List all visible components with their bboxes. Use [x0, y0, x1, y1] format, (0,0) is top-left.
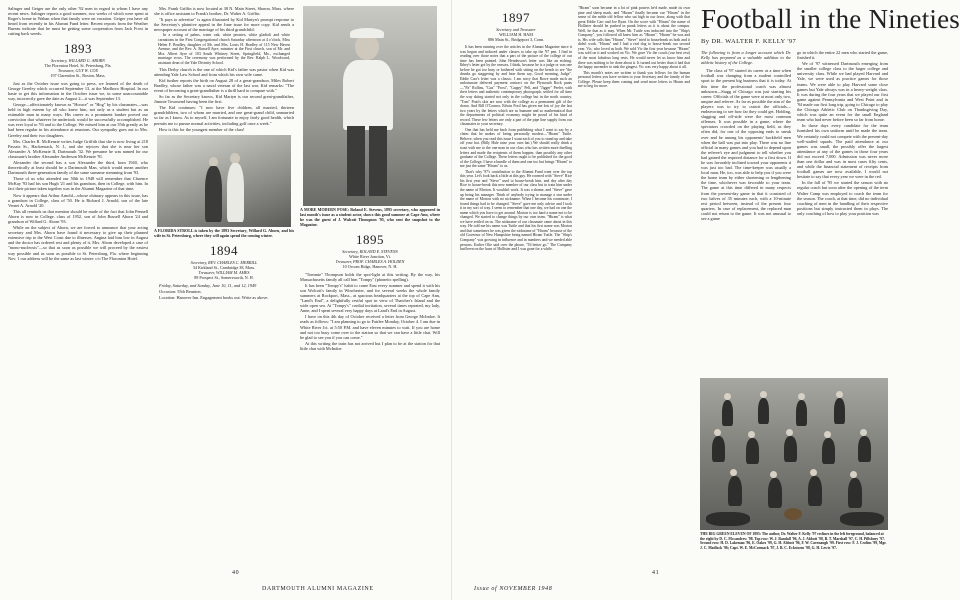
secretary-name: WILLIAM H. HAM: [499, 32, 533, 37]
body-paragraph: go in which the entire 22 men who started the game, finished it.: [797, 50, 888, 61]
class-heading-1894: 1894: [210, 242, 238, 258]
secretary-line: Secretary and Treasurer: [496, 27, 536, 32]
body-paragraph: Mrs. Frank Griffin is now located at 38 N. Main Street, Sharon, Mass. where she is office assistant to Frank's brother, Dr. Walter A. Griffin.: [154, 6, 294, 17]
photo-caption: A FLORIDA STROLL is taken by the 1893 Secretary, Willard G. Aborn, and his wife in St. Petersburg, where they will again spend the coming winter.: [154, 227, 294, 238]
right-folio: 41: [652, 570, 660, 576]
body-paragraph: At this writing the train has not arrived but I plan to be at the station for that little chat with McIndoe.: [300, 340, 440, 351]
secretary-address: 886 Main St., Bridgeport 3, Conn.: [487, 37, 545, 42]
body-paragraph: George—affectionately known as "Horace" or "Hog" by his classmates—was held in high esteem by all who knew him, not only as a student but as an estimable man in many ways. His career as a prominent banker proved our conviction that whatever he undertook would be successfully accomplished. He was ever loyal to '93 and to the College. We missed him at our 55th greatly as he had been regular in his attendance at reunions. Our sympathy goes out to Mrs. Greeley and their two daughters.: [8, 101, 148, 138]
treasurer-address: 89 Prospect St., Somersworth, N. H.: [194, 274, 254, 280]
body-paragraph: "Hiram" soon became in a lot of pink posters he'd made, made its own pine and sheep mark, and "Hiram" finally became our "Hiram" in the sense of the noble old fellow who sat high in our favor, along with that great Eddie Carr and Joe Ryan. On the score with "Hiram" the name of Hollister should be pushed in prank letters as it is about the campus. Well, he that as it may. When Mr. Tuttle was inducted into the "Ship's Company", you followed all knew him as "Hiram". "Hiram" he was and is. His wife calls him "Hiram". "Steve" tried to housebreak us both and it didn't work. "Hiram" and I had a real dog to house-break our second year. Vic, who loved us both. We sold Vic the first year because "Hiram" was sold on it and worked on Vic. We gave Vic the couch (our best rest) of the most fabulous long rests. He would never let us know him and there was nothing to be done about it. It turned out better than it had that the happy surrender to sink the gingest. Vic was very happy about it all.: [578, 6, 690, 70]
body-paragraph: Now it appears that Arthur Arnold—whose obituary appears in this issue, has a grandson in College, class of '50. He is Richard J. Arnold, son of the late Vernet A. Arnold '20.: [8, 192, 148, 208]
body-paragraph: This all reminds us that mention should be made of the fact that John Pennell Aborn is now in College, class of 1952, son of John Russell Aborn '24 and grandson of Willard G. Aborn '93.: [8, 208, 148, 224]
secretary-line: Secretary, ROLAND E. STEVENS: [342, 248, 398, 254]
treasurer-line: Treasurer, WILLIAM M. AMES: [198, 269, 250, 275]
body-paragraph: It has been "Tompy's" habit to come East every summer and spend it with his son Wolcott's family in Winchester, and for several weeks the whole family summers at Rockport, Mass., at spacious headquarters at the top of Cape Ann, "Land's End", a delightfully restful spot in view of Thatcher's Island and the wide open sea. At "Tompy's" cordial invitation, several times repeated, my lady, Anne, and I spent several very happy days at Land's End in August.: [300, 282, 440, 314]
column-2: [154, 6, 294, 572]
intro-paragraph: Salinger and Geiger are the only other '92 men in regard to whom I have any recent news. Salinger reports a good summer, two weeks of which were spent at Roger's home in Waban when that family were on vacation. Geiger you have all heard from recently in his Alumni Fund letter. Recent reports from the Weather Bureau indicate that he must be getting some cooperation from Jack Frost in cutting back weeds.: [8, 6, 148, 37]
team-photo-caption: THE BIG GREEN ELEVEN OF 1895: The author, Dr. Walter F. Kelly '97 reclines in the left foreground, balanced at the right by D. C. Mccandrew '98. Top row: W. J. Randall '96, A. J. Abbott '98, B. T. Marshall '97, C. H. Pillsbury '97. Second row: H. D. Lakeman '96, E. Oakes '99, G. H. Abbott '96, F. W. Cavenaugh '99. First row: F. J. Crolius '99, Mgr. J. C. Madlock '96; Capt. W. E. McCormack '97, J. B. C. Eckstorm '98, G. H. Lewis '97.: [700, 532, 887, 550]
column-5: [578, 6, 690, 572]
article-byline: By DR. WALTER F. KELLY '97: [701, 38, 797, 45]
treasurer-address: 10 Occom Ridge, Hanover, N. H.: [342, 263, 398, 269]
secretary-address: 34 Kirkland St., Cambridge 38, Mass.: [192, 264, 256, 270]
right-footer: Issue of NOVEMBER 1948: [474, 586, 553, 592]
florida-stroll-photo: [157, 135, 291, 227]
body-paragraph: So far as the Secretary knows, Kid Martyn is our second great-grandfather, Jimmie Townsend having been the first.: [154, 94, 294, 105]
body-paragraph: "It pays to advertise" is again illustrated by Kid Martyn's prompt response to the Secretary's plaintive appeal in the June issue for more copy. Kid sends a newspaper account of the marriage of his third grandchild:: [154, 17, 294, 33]
body-paragraph: How is this for the youngest member of the class!: [159, 126, 245, 132]
football-team-photo: [700, 378, 888, 530]
body-paragraph: Mrs. Charles R. McKenzie writes Judge Griffith that she is now living at 218 Passaic St., Hackensack, N. J., and she rejoices that she is near her son Alexander A. McKenzie II, Dartmouth '32. We presume he was named for our classmate's brother Alexander Anderson McKenzie '91.: [8, 138, 148, 159]
treasurer-line: Treasurer, GUY W. COX: [58, 67, 98, 73]
body-paragraph: Just as the October issue was going to press, we learned of the death of George Greeley which occurred September 13, at the Marlboro Hospital. In our haste to get this information in the October issue we, in some unaccountable way, incorrectly gave the date as August 2—it was September 13.: [8, 80, 148, 101]
football-icon: [784, 508, 802, 520]
treasurer-line: Treasurer, PROF. CHARLES A. HOLDEN: [335, 258, 405, 264]
body-paragraph: We of '97 witnessed Dartmouth emerging from the smaller college class to the larger college and university class. While we had played Harvard and Yale, we were used as practice games for those teams. We were able to play Harvard some close games but Yale always was in a heavy-weight class. It was during the four years that we played our first game against Pennsylvania and West Point and in '94 made our first long trip, going to Chicago to play the Chicago Athletic Club on Thanksgiving Day, which was quite an event for the small England team who had never before been so far from home.: [797, 61, 888, 123]
treasurer-address: 197 Clarendon St., Boston, Mass.: [50, 72, 106, 78]
roland-stevens-photo: [303, 6, 437, 206]
photo-caption: A MORE MODERN POSE: Roland E. Stevens, 1895 secretary, who appeared in last month's issue as a student actor, shows this good summer at Cape Ann, where he was the guest of J. Walcott Thompson '95, who sent the snapshot to the Magazine.: [300, 207, 440, 227]
body-paragraph: "Tommie" Thompson holds the spot-light at this writing. By the way, his Massachusetts family all call him "Tompy" (phonetic spelling).: [300, 271, 440, 282]
body-paragraph: This Derby church is the one of which Kid's father was pastor when Kid was attending Yale Law School and from which his own wife came.: [154, 66, 294, 77]
column-4: [460, 6, 572, 572]
body-paragraph: Those of us who attended our 50th in 1948 will remember that Clarence McKay '93 had his son Hugh '21 and his grandson, then in College, with him. In fact their picture taken together was in the Alumni Magazine of that time.: [8, 176, 148, 192]
body-paragraph: While on the subject of Aborn, we are forced to announce that your acting secretary and Mrs. Aborn have found it necessary to give up their planned extensive trip to the West Coast due to illnesses. Angina laid him low in August and the doctor has ordered rest and plenty of it. Mrs. Aborn developed a case of "mono-nucleosis"—so that as soon as possible we will proceed by the easiest way possible and as soon as possible to St. Petersburg, Fla. where beginning Nov. 1 our address will be the same as last winter: c/o The Floronton Hotel.: [8, 225, 148, 261]
body-paragraph: Kid further reports the birth on August 28 of a great-grandson, Miles Robert Bradley, whose father was a naval veteran of the last war. Kid remarks: "The event of becoming a great-grandfather is a thrill hard to compare with.": [154, 77, 294, 93]
secretary-address: The Floronton Hotel, St. Petersburg, Fla.: [44, 62, 112, 68]
article-intro: The following is from a longer account which Dr. Kelly has prepared as a valuable addition to the athletic history of the College.: [701, 50, 791, 66]
body-paragraph: It has been running over the articles in the Alumni Magazine since it was begun and induced under classes to take up the '97 pen. I find in reading over those notes that a part of the picture of the college of our time has been painted. John Henderson's letter was like an etching. Ibbey's letter got by the censors, I think, because he is a judge or was one before he got too busy or bothered with sitting on the bench to see "the drunks go staggering by and hear them say, Good morning, Judge". Eddie Carr's letter was a classic. I am sorry that Rowe made such an unfortunate deferred payment contract on the Plymouth Rock pants—"Pa" Rollins, "Gus" "Frost", "Gappy" Pell, and "Jigger" Peeler, with their letters and authentic contemporary photograph, settled for all time the way skiing started not only in the college but in the north country. "Tom" Pratt's skis are now with the college as a permanent gift of the donor. And Bill O'Connor, Edwin Ford has given me lots of joy the last two years by the letters which are so humane and so mathematical that the departments of political economy might be proud of his kind of record. These few letters are only a part of the pipe line supply from our classmates to your secretary.: [460, 45, 572, 127]
article-title: Football in the Nineties: [701, 4, 960, 34]
column-6: [701, 50, 791, 376]
body-paragraph: Alexander the second has a son Alexander the third, born 1940, who theoretically at least should be a Dartmouth Man, which would mean another Dartmouth three-generation family of the same surname stemming from '93.: [8, 159, 148, 176]
reunion-occasion: Occasion: 55th Reunion.: [159, 288, 202, 294]
body-paragraph: I have on this 4th day of October received a letter from George McIndoe. It reads as follows: "I am planning to go to Fairlee Monday, October 4. I am due in White River Jct. at 5:50 P.M. and have eleven minutes to wait. If you are home and not too busy come over to the station so that we can have a little chat. Will be glad to see you if you can come.": [300, 314, 440, 340]
quoted-paragraph: In a setting of palms, water oak, white peonies, white gladioli and white carnations in the First Congregational church Saturday afternoon at 4 o'clock, Miss Helen F. Bradley, daughter of Mr. and Mrs. Louis H. Bradley of 115 New Haven Avenue, and the Rev. A. Russell Ayre, minister at the First church, son of Mr. and Mrs. Albert Ayre of 103 South Whitney Street, Springfield, Mo., exchanged marriage vows. The ceremony was performed by the Rev. Ralph L. Woodward, assistant dean of the Yale Divinity School.: [158, 33, 290, 66]
column-7: [797, 50, 888, 376]
body-paragraph: The Kid continues: "I now have five children, all married, thirteen grandchildren, two of whom are married, and one great-grand child, unmarried so far as I know. As to myself, I am fortunate to enjoy fairly good health, which permits me to pursue normal activities, including golf once a week.": [154, 105, 294, 126]
reunion-date: Friday, Saturday, and Sunday, June 10, 11, and 12, 1949: [159, 282, 257, 288]
left-folio: 40: [232, 570, 240, 576]
body-paragraph: In the fall of '95 we started the season with no regular coach but soon after the opening of the term Walter Camp was employed to coach the team for the season. The coach, at that time, did no individual coaching of men in the handling of their respective positions but simply instructed them in plays. The only coaching of how to play your position was: [797, 180, 888, 216]
secretary-address: White River Junction, Vt.: [348, 253, 392, 259]
page-gutter: [451, 0, 452, 600]
body-paragraph: In those days every candidate for the team furnished his own uniform until he made the team. We certainly could not compete with the present-day well-staffed squads. The paid attendance at our games was small, the possibly offer the largest attendance at any of the games in those four years did not exceed 7,000. Admission was never more than one dollar and was in most cases fifty cents, and while the financial statement of receipts from football games are now available, I would not hesitate to say that every year we were in the red.: [797, 123, 888, 180]
left-footer: DARTMOUTH ALUMNI MAGAZINE: [262, 586, 374, 592]
body-paragraph: This month's notes are written to thank you fellows for the human personal letters you have written to your Secretary and the family of the College. Please keep them coming and send more letters to Hiram and me to beg for more.: [578, 70, 690, 89]
column-1: [8, 6, 148, 572]
body-paragraph: That's why '97's contribution to the Alumni Fund went over the top this year. Let's look back a little at this guy. He roomed with "Steve" Rice his first year and "Steve" used to house-break him, and day after day Rice to house-break this new member of our class but to train him under the name of Morton. It wouldn't work. It was a shame, and "Steve" gave up being his manager. Think of anybody trying to manage a star under the name of Morton with no nickname. When I became his roommate, I found things had to be changed. "Steve" gave me only advice and I took it in my sort of way. I seem to remember that one day, we had on one the name which you have to get around. Morton is too hard a name not to be changed. We started to change things by our own team. "Hiram" is what we have settled on us. The nickname of our classmate came about in this way. He told me his name was Tuttle and that his first name was Morton and that sometimes he was given the nickname of "Hiram" because of the old Governor of New Hampshire being named Hiram Tuttle. The "Ship's Company" was growing in influence and in numbers and we needed able persons. Earlier Olie said over the phone, "I'd better go." The Company had been on the lawn of Hollister and I was gone for a while.: [460, 169, 572, 252]
class-heading-1893: 1893: [64, 40, 92, 56]
reunion-location: Location: Hanover Inn. Engagement books out. Write as above.: [159, 294, 269, 300]
class-heading-1895: 1895: [356, 231, 384, 247]
class-heading-1897: 1897: [502, 10, 530, 25]
body-paragraph: The class of '97 started its career at a time when football was changing from a student controlled sport to the present big business that it is today. At this time the professional coach was almost unknown—Stagg of Chicago was just starting his career. Officials of the game were at most only two, umpire and referee. As far as possible the aim of the players was to try to outwit the officials—endeavoring to see how far they could get. Holding, slugging and off-side were the most common offenses. It was possible in a game, where the spectators crowded on the playing field, as they often did, for one of the opposing ends to sneak over and be among his opponents' backfield men when the ball was put into play. There was no line official in many games and you had to depend upon the referee's eye and judgment to tell whether you had gained the required distance for a first down. If he was favorably inclined toward your opponents it was just too bad. The time-keeper was usually a local man. He, too, was able to help you if you were the home team by either shortening or lengthening the time, whichever was favorable to your team. The game at this time differed in many respects from the present-day game in that it consisted of two halves of 35 minutes each, with a 10-minute rest period between, instead of the present four quarters. In case of replacement, the replaced man could not return to the game. It was not unusual to see a game: [701, 68, 791, 221]
secretary-line: Secretary, WILLARD G. ABORN: [51, 57, 105, 63]
column-3: [300, 6, 440, 572]
secretary-line: Secretary, REV. CHARLES C. MERRILL: [190, 259, 258, 265]
body-paragraph: One that has held me back from publishing what I want to say by a claim that he makes of being personally modest—"Hiram" Tuttle. Believe, when you read this issue I want each of you to stand up and take off your hat. (Billy Hale raise your own hat.) We should really drink a toast with me to the one man in our class who has written more duelling letters and made the recipients of them happier, than possibly any other graduate of the College. These letters ought to be published for the good of the College. I have a bundle of them and one too but brings "Hiram" to me just the same "Hiram" to us.: [460, 127, 572, 169]
